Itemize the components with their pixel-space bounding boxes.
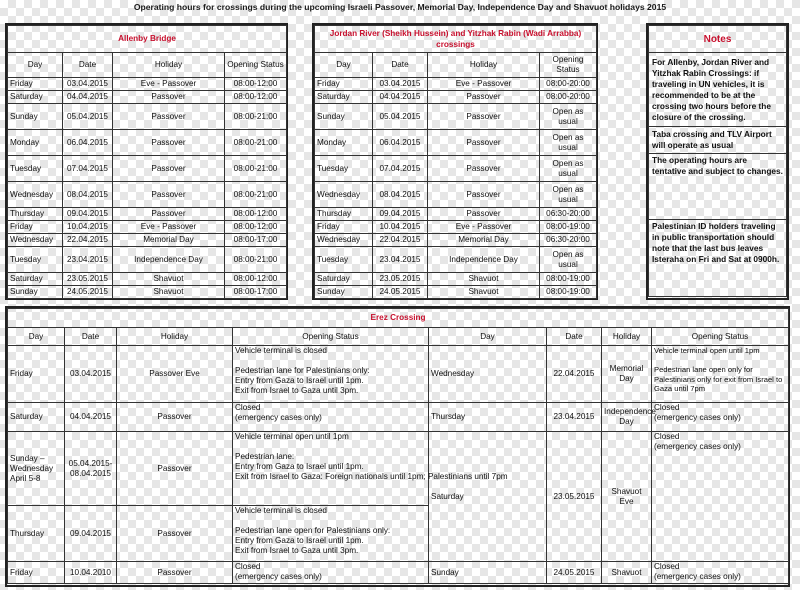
erez-table (5, 306, 790, 587)
date-cell: 07.04.2015 (63, 156, 113, 182)
holiday-cell: Passover (113, 104, 225, 130)
status-cell (652, 562, 789, 584)
status-cell: 08:00-12:00 (225, 273, 287, 286)
status-line: Closed (235, 403, 261, 412)
day-cell: Saturday (315, 273, 373, 286)
holiday-cell: Passover (428, 156, 540, 182)
date-cell: 06.04.2015 (63, 130, 113, 156)
date-cell: 05.04.2015 (63, 104, 113, 130)
holiday-cell: Shavuot (602, 562, 652, 584)
table-row (8, 286, 287, 299)
table-row (315, 234, 597, 247)
status-cell: 08:00-12:00 (225, 91, 287, 104)
status-line: Closed (654, 403, 680, 412)
holiday-cell: Passover (113, 130, 225, 156)
table-row (315, 273, 597, 286)
day-cell: Thursday (429, 403, 547, 432)
status-line: Entry from Gaza to Israel until 1pm. (235, 536, 364, 545)
status-cell: Open as usual (540, 247, 597, 273)
column-header: Opening Status (540, 53, 597, 78)
day-cell: Friday (8, 346, 65, 403)
status-cell: 06:30-20:00 (540, 234, 597, 247)
status-line (654, 356, 786, 366)
status-line: (emergency cases only) (235, 413, 322, 422)
holiday-cell: Passover (428, 130, 540, 156)
table-row (315, 208, 597, 221)
day-cell: Wednesday (8, 182, 63, 208)
holiday-cell: Passover (428, 208, 540, 221)
column-header: Holiday (113, 53, 225, 78)
date-cell: 06.04.2015 (373, 130, 428, 156)
date-cell: 08.04.2015 (373, 182, 428, 208)
column-header: Day (8, 53, 63, 78)
status-line (235, 516, 426, 526)
holiday-cell: Shavuot (113, 286, 225, 299)
status-line (235, 442, 426, 452)
status-cell: 08:00-19:00 (540, 273, 597, 286)
status-cell (652, 432, 789, 562)
status-line: Pedestrian lane open only for Palestinians only for exit from Israel to Gaza until 7pm (654, 365, 783, 394)
status-cell: 08:00-19:00 (540, 286, 597, 299)
table-row (8, 234, 287, 247)
status-line: (emergency cases only) (654, 572, 741, 581)
notes-panel (646, 23, 789, 300)
status-line: Closed (654, 562, 680, 571)
column-header: Opening Status (233, 328, 429, 346)
day-cell: Tuesday (8, 247, 63, 273)
status-line: Entry from Gaza to Israel until 1pm. (235, 376, 364, 385)
column-header: Day (429, 328, 547, 346)
day-cell: Sunday (315, 286, 373, 299)
status-line: Closed (654, 432, 680, 441)
table-row (8, 221, 287, 234)
holiday-cell: Eve - Passover (113, 78, 225, 91)
status-cell: 08:00-17:00 (225, 234, 287, 247)
note-tentative: The operating hours are tentative and subject to changes. (649, 154, 787, 220)
holiday-cell: Independence Day (113, 247, 225, 273)
table-row (315, 91, 597, 104)
date-cell: 03.04.2015 (65, 346, 117, 403)
status-line (235, 356, 426, 366)
holiday-cell: Passover (117, 562, 233, 584)
status-cell (652, 346, 789, 403)
status-cell (233, 562, 429, 584)
status-cell: 08:00-20:00 (540, 78, 597, 91)
table-row (315, 247, 597, 273)
holiday-cell: Passover (117, 432, 233, 506)
table-row (8, 91, 287, 104)
status-cell: Open as usual (540, 156, 597, 182)
table-row (8, 273, 287, 286)
table-row (8, 104, 287, 130)
table-row (315, 156, 597, 182)
status-cell: 08:00-12:00 (225, 221, 287, 234)
status-line: Exit from Israel to Gaza: Foreign nationals until 1pm; Palestinians until 7pm (235, 472, 508, 481)
status-cell: 08:00-21:00 (225, 182, 287, 208)
notes-title: Notes (649, 26, 787, 53)
date-cell: 22.04.2015 (373, 234, 428, 247)
table-row (315, 78, 597, 91)
holiday-cell: Eve - Passover (113, 221, 225, 234)
date-cell: 09.04.2015 (373, 208, 428, 221)
day-cell: Saturday (429, 432, 547, 562)
table-row (8, 208, 287, 221)
day-cell: Monday (8, 130, 63, 156)
date-cell: 10.04.2015 (373, 221, 428, 234)
day-cell: Tuesday (315, 247, 373, 273)
note-palestinian-id: Palestinian ID holders traveling in public transportation should note that the last bus leaves Isteraha on Fri and Sat at 0900h. (649, 220, 787, 297)
day-cell: Saturday (8, 403, 65, 432)
day-cell: Sunday (8, 104, 63, 130)
day-cell: Friday (8, 221, 63, 234)
day-cell: Thursday (315, 208, 373, 221)
status-cell: Open as usual (540, 104, 597, 130)
date-cell: 23.04.2015 (547, 403, 602, 432)
holiday-cell: Passover (113, 182, 225, 208)
status-line: (emergency cases only) (235, 572, 322, 581)
day-cell: Friday (315, 221, 373, 234)
holiday-cell: Passover (428, 104, 540, 130)
holiday-cell: Passover (428, 91, 540, 104)
day-cell: Wednesday (429, 346, 547, 403)
status-cell: 08:00-20:00 (540, 91, 597, 104)
allenby-title: Allenby Bridge (8, 26, 287, 53)
column-header: Holiday (117, 328, 233, 346)
day-cell: Friday (8, 562, 65, 584)
date-cell: 07.04.2015 (373, 156, 428, 182)
table-row (315, 130, 597, 156)
status-cell (233, 403, 429, 432)
table-row (315, 221, 597, 234)
status-line: Exit from Israel to Gaza until 3pm. (235, 386, 359, 395)
date-cell: 23.05.2015 (547, 432, 602, 562)
column-header: Holiday (428, 53, 540, 78)
day-cell: Friday (315, 78, 373, 91)
date-cell: 24.05.2015 (63, 286, 113, 299)
day-cell: Sunday (315, 104, 373, 130)
column-header: Holiday (602, 328, 652, 346)
status-cell: Open as usual (540, 130, 597, 156)
date-cell: 10.04.2010 (65, 562, 117, 584)
date-cell: 23.05.2015 (63, 273, 113, 286)
table-row (315, 182, 597, 208)
holiday-cell: Shavuot Eve (602, 432, 652, 562)
holiday-cell: Shavuot (113, 273, 225, 286)
table-row (8, 130, 287, 156)
date-cell: 23.04.2015 (373, 247, 428, 273)
day-cell: Saturday (8, 273, 63, 286)
day-cell: Saturday (8, 91, 63, 104)
holiday-cell: Memorial Day (602, 346, 652, 403)
column-header: Date (373, 53, 428, 78)
table-row (8, 432, 789, 506)
page-title: Operating hours for crossings during the upcoming Israeli Passover, Memorial Day, Independence Day and Shavuot holidays 2015 (133, 2, 667, 12)
status-line: Pedestrian lane for Palestinians only: (235, 366, 370, 375)
status-cell: 08:00-21:00 (225, 130, 287, 156)
status-cell: 08:00-17:00 (225, 286, 287, 299)
date-cell: 10.04.2015 (63, 221, 113, 234)
status-cell: 08:00-12:00 (225, 208, 287, 221)
status-cell (233, 346, 429, 403)
day-cell: Tuesday (8, 156, 63, 182)
status-cell (233, 506, 429, 562)
date-cell: 04.04.2015 (65, 403, 117, 432)
day-cell: Wednesday (8, 234, 63, 247)
holiday-cell: Eve - Passover (428, 78, 540, 91)
holiday-cell: Memorial Day (113, 234, 225, 247)
table-row (8, 346, 789, 403)
status-line: Vehicle terminal is closed (235, 506, 327, 515)
holiday-cell: Independence Day (602, 403, 652, 432)
status-cell: 08:00-19:00 (540, 221, 597, 234)
date-cell: 05.04.2015 (373, 104, 428, 130)
status-line: Vehicle terminal is closed (235, 346, 327, 355)
day-cell: Monday (315, 130, 373, 156)
status-line: Vehicle terminal open until 1pm (235, 432, 349, 441)
status-line: Entry from Gaza to Israel until 1pm. (235, 462, 364, 471)
table-row (8, 182, 287, 208)
day-cell: Thursday (8, 208, 63, 221)
holiday-cell: Shavuot (428, 273, 540, 286)
note-taba: Taba crossing and TLV Airport will operate as usual (649, 127, 787, 154)
column-header: Date (547, 328, 602, 346)
holiday-cell: Passover (117, 506, 233, 562)
table-row (8, 403, 789, 432)
note-un-vehicles: For Allenby, Jordan River and Yitzhak Rabin Crossings: if traveling in UN vehicles, it is recommended to be at the crossing two hours before the closure of the crossing. (649, 53, 787, 127)
day-cell: Sunday (429, 562, 547, 584)
status-line: Vehicle terminal open until 1pm (654, 346, 760, 355)
date-cell: 23.04.2015 (63, 247, 113, 273)
date-cell: 22.04.2015 (547, 346, 602, 403)
date-cell: 03.04.2015 (63, 78, 113, 91)
date-cell: 24.05.2015 (547, 562, 602, 584)
status-line: Closed (235, 562, 261, 571)
date-cell: 22.04.2015 (63, 234, 113, 247)
date-cell: 08.04.2015 (63, 182, 113, 208)
status-line: Pedestrian lane open for Palestinians only: (235, 526, 391, 535)
holiday-cell: Passover Eve (117, 346, 233, 403)
holiday-cell: Passover (113, 156, 225, 182)
holiday-cell: Passover (117, 403, 233, 432)
day-cell: Thursday (8, 506, 65, 562)
holiday-cell: Passover (113, 208, 225, 221)
holiday-cell: Memorial Day (428, 234, 540, 247)
status-cell: Open as usual (540, 182, 597, 208)
allenby-table (5, 23, 288, 300)
day-cell: Friday (8, 78, 63, 91)
date-cell: 24.05.2015 (373, 286, 428, 299)
status-cell: 08:00-21:00 (225, 156, 287, 182)
holiday-cell: Shavuot (428, 286, 540, 299)
date-cell: 04.04.2015 (373, 91, 428, 104)
date-cell: 04.04.2015 (63, 91, 113, 104)
day-cell: Sunday (8, 286, 63, 299)
jordan-title: Jordan River (Sheikh Hussein) and Yitzhak Rabin (Wadi Arrabba) crossings (315, 26, 597, 53)
status-cell: 06:30-20:00 (540, 208, 597, 221)
table-row (8, 156, 287, 182)
date-cell: 09.04.2015 (65, 506, 117, 562)
status-line: Exit from Israel to Gaza until 3pm. (235, 546, 359, 555)
column-header: Opening Status (225, 53, 287, 78)
status-cell: 08:00-21:00 (225, 247, 287, 273)
column-header: Day (8, 328, 65, 346)
status-cell: 08:00-12:00 (225, 78, 287, 91)
jordan-table (312, 23, 598, 300)
status-cell: 08:00-21:00 (225, 104, 287, 130)
day-cell: Tuesday (315, 156, 373, 182)
date-cell: 09.04.2015 (63, 208, 113, 221)
table-row (315, 286, 597, 299)
holiday-cell: Passover (113, 91, 225, 104)
column-header: Date (65, 328, 117, 346)
holiday-cell: Independence Day (428, 247, 540, 273)
holiday-cell: Passover (428, 182, 540, 208)
table-row (8, 562, 789, 584)
table-row (8, 78, 287, 91)
status-line: (emergency cases only) (654, 413, 741, 422)
status-cell (652, 403, 789, 432)
column-header: Opening Status (652, 328, 789, 346)
day-cell: Wednesday (315, 182, 373, 208)
table-row (315, 104, 597, 130)
date-cell: 03.04.2015 (373, 78, 428, 91)
column-header: Date (63, 53, 113, 78)
table-row (8, 247, 287, 273)
status-line: Pedestrian lane: (235, 452, 295, 461)
day-cell: Wednesday (315, 234, 373, 247)
column-header: Day (315, 53, 373, 78)
date-cell: 05.04.2015-08.04.2015 (65, 432, 117, 506)
holiday-cell: Eve - Passover (428, 221, 540, 234)
day-cell: Saturday (315, 91, 373, 104)
status-line: (emergency cases only) (654, 442, 741, 451)
erez-title: Erez Crossing (8, 309, 789, 328)
day-cell: Sunday – Wednesday April 5-8 (8, 432, 65, 506)
date-cell: 23.05.2015 (373, 273, 428, 286)
